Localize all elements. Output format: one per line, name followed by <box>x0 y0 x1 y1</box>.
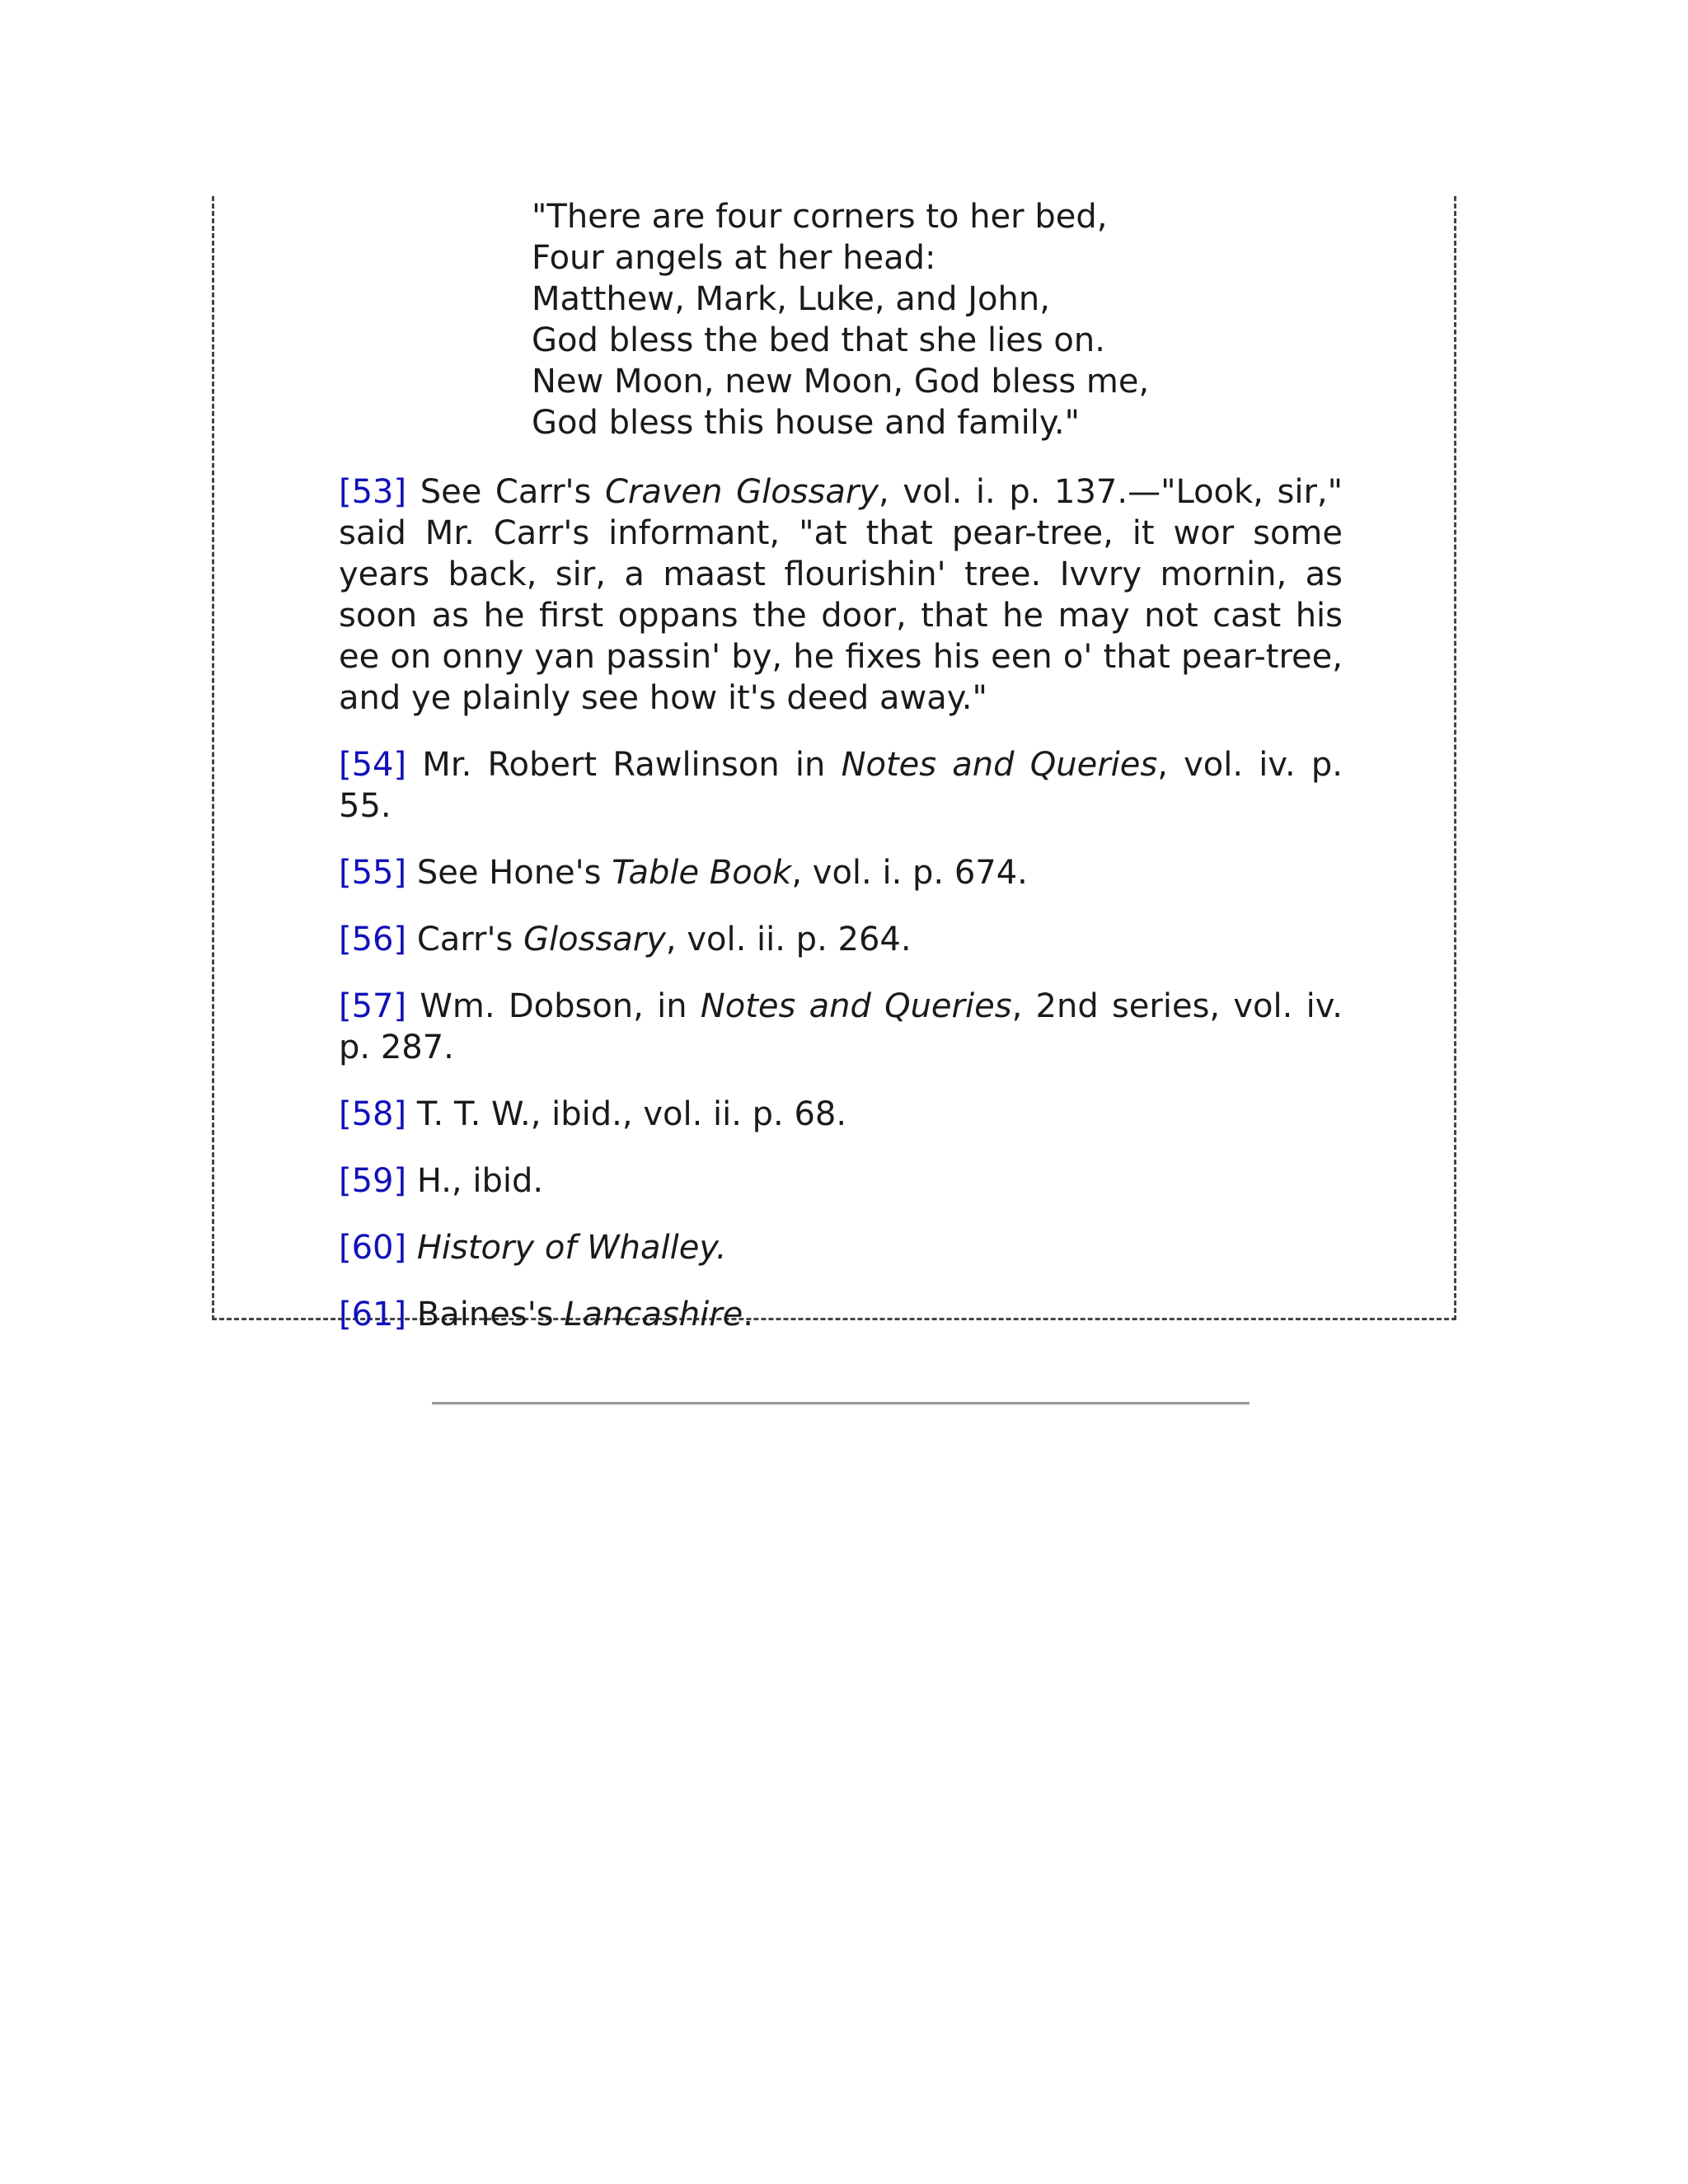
footnote-title: Glossary <box>523 921 666 958</box>
footnote-text: , 2nd series, vol. iv. p. 287. <box>339 987 1343 1066</box>
footnote-ref-link[interactable]: [59] <box>339 1162 407 1200</box>
footnote-57 <box>339 986 1343 1068</box>
footnote-ref-link[interactable]: [58] <box>339 1095 407 1133</box>
footnote-ref-link[interactable]: [57] <box>339 987 407 1025</box>
footnote-text: Carr's <box>406 921 524 958</box>
footnote-text <box>406 1229 417 1267</box>
footnote-56 <box>339 919 1343 960</box>
poem-line: New Moon, new Moon, God bless me, <box>532 363 1150 401</box>
poem-line: Four angels at her head: <box>532 239 936 277</box>
footnote-ref-link[interactable]: [61] <box>339 1296 407 1333</box>
footnote-text: , vol. ii. p. 264. <box>665 921 912 958</box>
footnote-title: Table Book <box>612 854 792 892</box>
footnote-text: Baines's <box>406 1296 565 1333</box>
footnotes-list <box>339 471 1343 1361</box>
footnote-54 <box>339 744 1343 827</box>
footnote-title: Notes and Queries <box>700 987 1012 1025</box>
footnote-55 <box>339 852 1343 893</box>
poem-line: "There are four corners to her bed, <box>532 198 1108 236</box>
footnote-title: History of Whalley. <box>416 1229 727 1267</box>
footnote-60 <box>339 1227 1343 1268</box>
footnote-text: Wm. Dobson, in <box>406 987 701 1025</box>
footnote-ref-link[interactable]: [54] <box>339 746 407 784</box>
footnote-text: Mr. Robert Rawlinson in <box>406 746 842 784</box>
poem-line: God bless this house and family." <box>532 404 1080 442</box>
footnote-text: See Hone's <box>406 854 612 892</box>
poem-line: God bless the bed that she lies on. <box>532 321 1105 359</box>
footnote-text: See Carr's <box>406 473 605 511</box>
footnote-text: H., ibid. <box>406 1162 544 1200</box>
footnote-title: Lancashire <box>564 1296 743 1333</box>
footnote-ref-link[interactable]: [53] <box>339 473 407 511</box>
footnote-text: T. T. W., ibid., vol. ii. p. 68. <box>406 1095 847 1133</box>
footnote-59 <box>339 1160 1343 1202</box>
poem-block <box>532 196 1273 443</box>
footnote-58 <box>339 1094 1343 1135</box>
poem-line: Matthew, Mark, Luke, and John, <box>532 280 1050 318</box>
footnote-53 <box>339 471 1343 719</box>
footnote-title: Notes and Queries <box>841 746 1158 784</box>
footnote-text: , vol. i. p. 137.—"Look, sir," said Mr. Carr's informant, "at that pear-tree, it wor some years back, sir, a maast flourishin' tree. Ivvry mornin, as soon as he first oppans the door, that he may not cast his ee on onny yan passin' by, he fixes his een o' that pear-tree, and ye plainly see how it's deed away." <box>339 473 1343 717</box>
footnote-text: . <box>743 1296 753 1333</box>
footnote-ref-link[interactable]: [60] <box>339 1229 407 1267</box>
footnote-title: Craven Glossary <box>604 473 879 511</box>
footnote-ref-link[interactable]: [56] <box>339 921 407 958</box>
footnote-61 <box>339 1294 1343 1335</box>
horizontal-rule <box>432 1402 1250 1405</box>
footnote-ref-link[interactable]: [55] <box>339 854 407 892</box>
footnote-text: , vol. i. p. 674. <box>791 854 1028 892</box>
footnote-text: , vol. iv. p. 55. <box>339 746 1343 825</box>
